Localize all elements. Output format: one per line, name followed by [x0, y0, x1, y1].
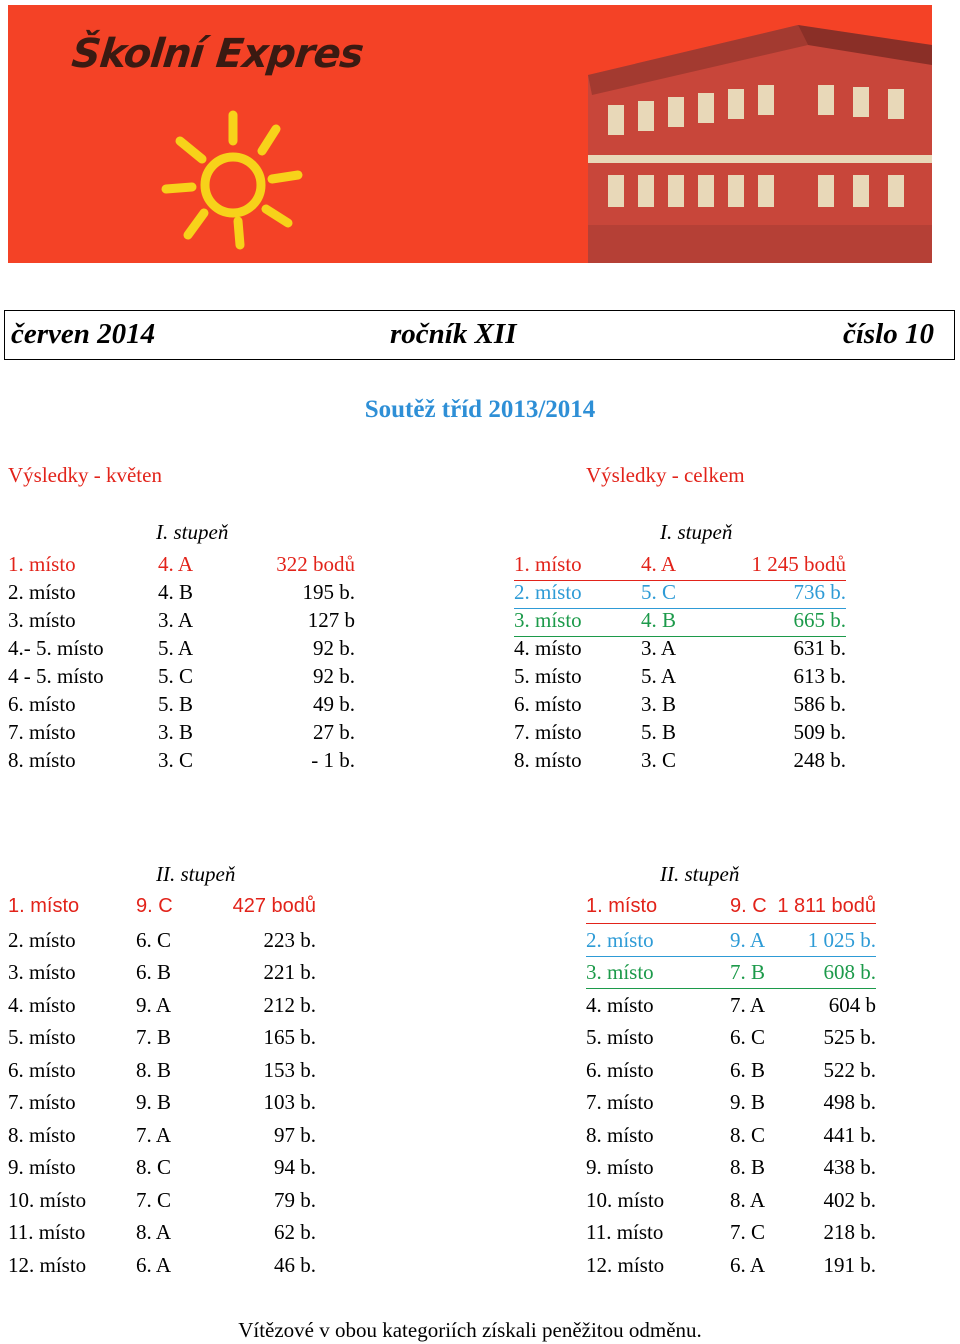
row-cls: 4. B [641, 608, 677, 632]
row-cls: 9. C [730, 895, 767, 917]
may-stage2-row [8, 1123, 316, 1151]
row-pts: 49 b. [313, 692, 355, 716]
total-stage2-row [586, 960, 876, 989]
row-cls: 9. A [136, 992, 172, 1017]
row-place: 7. místo [514, 720, 582, 744]
row-pts: 1 025 b. [807, 927, 876, 952]
row-cls: 5. A [158, 636, 194, 660]
row-place: 4 - 5. místo [8, 664, 104, 688]
row-place: 3. místo [8, 960, 76, 984]
row-cls: 4. A [158, 552, 194, 576]
total-stage1-row [514, 580, 846, 609]
total-stage1-row [514, 748, 846, 776]
row-pts: 127 b [307, 608, 355, 632]
row-pts: 153 b. [263, 1057, 316, 1082]
row-cls: 5. C [158, 664, 194, 688]
row-pts: 1 811 bodů [777, 895, 876, 917]
row-pts: 427 bodů [232, 895, 316, 917]
row-place: 8. místo [8, 1122, 76, 1147]
row-cls: 6. A [136, 1252, 172, 1277]
sun-icon [158, 105, 308, 255]
row-pts: 438 b. [823, 1155, 876, 1179]
row-pts: 27 b. [313, 720, 355, 744]
may-stage2-row [8, 928, 316, 956]
row-pts: 604 b [828, 992, 876, 1017]
row-pts: 665 b. [793, 608, 846, 632]
row-place: 5. místo [586, 1025, 654, 1049]
row-pts: 62 b. [274, 1220, 316, 1244]
masthead-logo: Školní Expres [69, 31, 366, 77]
left-heading: Výsledky - květen [8, 463, 162, 487]
issue-volume: ročník XII [390, 318, 517, 350]
row-pts: 498 b. [823, 1090, 876, 1114]
total-stage1-row [514, 664, 846, 692]
may-stage1-row [8, 552, 355, 580]
row-place: 11. místo [586, 1220, 664, 1244]
row-cls: 3. C [641, 748, 677, 772]
row-cls: 7. A [730, 992, 766, 1017]
row-pts: 736 b. [793, 580, 846, 604]
row-place: 12. místo [8, 1252, 87, 1277]
total-stage2-row [586, 1090, 876, 1118]
row-cls: 8. A [136, 1220, 172, 1244]
row-cls: 3. A [158, 608, 194, 632]
row-pts: 218 b. [823, 1220, 876, 1244]
row-pts: 221 b. [263, 960, 316, 984]
row-place: 4. místo [8, 992, 76, 1017]
row-pts: 165 b. [263, 1025, 316, 1049]
may-stage2-row [8, 1058, 316, 1086]
row-cls: 5. B [641, 720, 677, 744]
row-pts: 613 b. [793, 664, 846, 688]
row-pts: 97 b. [274, 1122, 316, 1147]
row-pts: 212 b. [263, 992, 316, 1017]
may-stage1-row [8, 748, 355, 776]
row-place: 6. místo [8, 692, 76, 716]
row-cls: 6. C [730, 1025, 766, 1049]
row-place: 2. místo [586, 927, 654, 952]
row-cls: 7. A [136, 1122, 172, 1147]
may-stage2-row [8, 960, 316, 988]
total-stage1-row [514, 720, 846, 748]
row-place: 1. místo [8, 895, 80, 917]
row-pts: 608 b. [823, 960, 876, 984]
row-cls: 3. B [641, 692, 677, 716]
total-stage2-row [586, 993, 876, 1021]
row-cls: 7. C [730, 1220, 766, 1244]
row-place: 4. místo [514, 636, 582, 660]
row-cls: 6. B [136, 960, 172, 984]
row-pts: 522 b. [823, 1057, 876, 1082]
row-cls: 6. C [136, 927, 172, 952]
row-place: 7. místo [586, 1090, 654, 1114]
row-place: 1. místo [514, 552, 582, 576]
row-place: 8. místo [8, 748, 76, 772]
may-stage1-row [8, 580, 355, 608]
row-place: 10. místo [8, 1187, 87, 1212]
row-pts: 525 b. [823, 1025, 876, 1049]
may-stage1-row [8, 720, 355, 748]
row-place: 5. místo [8, 1025, 76, 1049]
total-stage1-label: I. stupeň [660, 520, 733, 544]
row-place: 6. místo [586, 1057, 654, 1082]
row-pts: 402 b. [823, 1187, 876, 1212]
row-cls: 5. B [158, 692, 194, 716]
row-pts: 94 b. [274, 1155, 316, 1179]
may-stage2-row [8, 1090, 316, 1118]
total-stage2-row [586, 928, 876, 957]
row-pts: 1 245 bodů [751, 552, 846, 576]
right-heading: Výsledky - celkem [586, 463, 745, 487]
total-stage2-row [586, 1220, 876, 1248]
masthead-banner [8, 5, 932, 263]
total-stage2-row [586, 1025, 876, 1053]
may-stage2-label: II. stupeň [156, 862, 236, 886]
row-cls: 3. A [641, 636, 677, 660]
row-pts: 322 bodů [276, 552, 355, 576]
row-place: 6. místo [8, 1057, 76, 1082]
may-stage2-row [8, 1155, 316, 1183]
may-stage2-row [8, 993, 316, 1021]
row-cls: 7. B [136, 1025, 172, 1049]
row-cls: 8. A [730, 1187, 766, 1212]
row-pts: 248 b. [793, 748, 846, 772]
row-place: 1. místo [586, 895, 658, 917]
page-title: Soutěž tříd 2013/2014 [364, 396, 596, 423]
may-stage1-row [8, 636, 355, 664]
row-place: 12. místo [586, 1252, 665, 1277]
row-cls: 9. A [730, 927, 766, 952]
row-cls: 4. A [641, 552, 677, 576]
may-stage1-row [8, 664, 355, 692]
row-place: 3. místo [586, 960, 654, 984]
may-stage1-row [8, 608, 355, 636]
total-stage2-label: II. stupeň [660, 862, 740, 886]
row-cls: 9. B [136, 1090, 172, 1114]
row-pts: - 1 b. [311, 748, 355, 772]
row-place: 3. místo [514, 608, 582, 632]
row-pts: 631 b. [793, 636, 846, 660]
row-place: 9. místo [586, 1155, 654, 1179]
total-stage2-row [586, 1058, 876, 1086]
row-pts: 92 b. [313, 636, 355, 660]
row-pts: 46 b. [274, 1252, 316, 1277]
row-pts: 509 b. [793, 720, 846, 744]
may-stage1-row [8, 692, 355, 720]
row-cls: 3. C [158, 748, 194, 772]
row-pts: 103 b. [263, 1090, 316, 1114]
row-pts: 92 b. [313, 664, 355, 688]
may-stage2-row [8, 1220, 316, 1248]
may-stage1-label: I. stupeň [156, 520, 229, 544]
issue-header [4, 310, 955, 360]
row-pts: 441 b. [823, 1122, 876, 1147]
row-cls: 6. A [730, 1252, 766, 1277]
row-cls: 8. B [136, 1057, 172, 1082]
total-stage1-row [514, 636, 846, 664]
row-place: 10. místo [586, 1187, 665, 1212]
row-place: 4.- 5. místo [8, 636, 104, 660]
row-pts: 195 b. [302, 580, 355, 604]
total-stage2-row [586, 895, 876, 924]
row-cls: 8. C [730, 1122, 766, 1147]
row-cls: 5. C [641, 580, 677, 604]
row-place: 4. místo [586, 992, 654, 1017]
row-cls: 8. B [730, 1155, 766, 1179]
row-pts: 79 b. [274, 1187, 316, 1212]
row-cls: 9. B [730, 1090, 766, 1114]
issue-number: číslo 10 [842, 318, 934, 350]
row-pts: 223 b. [263, 927, 316, 952]
row-cls: 9. C [136, 895, 173, 917]
row-cls: 4. B [158, 580, 194, 604]
may-stage2-row [8, 1188, 316, 1216]
row-place: 1. místo [8, 552, 76, 576]
row-pts: 191 b. [823, 1252, 876, 1277]
footer-note: Vítězové v obou kategoriích získali peněžitou odměnu. [238, 1318, 702, 1342]
total-stage2-row [586, 1188, 876, 1216]
total-stage2-row [586, 1123, 876, 1151]
total-stage2-row [586, 1253, 876, 1281]
row-pts: 586 b. [793, 692, 846, 716]
total-stage1-row [514, 608, 846, 637]
total-stage1-row [514, 692, 846, 720]
row-cls: 5. A [641, 664, 677, 688]
row-cls: 8. C [136, 1155, 172, 1179]
row-place: 7. místo [8, 720, 76, 744]
row-cls: 3. B [158, 720, 194, 744]
row-cls: 7. B [730, 960, 766, 984]
school-building-image [568, 5, 932, 263]
total-stage1-row [514, 552, 846, 581]
row-place: 2. místo [8, 580, 76, 604]
issue-month: červen 2014 [11, 318, 156, 350]
row-place: 2. místo [8, 927, 76, 952]
row-place: 11. místo [8, 1220, 86, 1244]
row-place: 6. místo [514, 692, 582, 716]
row-place: 8. místo [514, 748, 582, 772]
may-stage2-row [8, 1025, 316, 1053]
row-cls: 6. B [730, 1057, 766, 1082]
total-stage2-row [586, 1155, 876, 1183]
row-place: 3. místo [8, 608, 76, 632]
row-place: 7. místo [8, 1090, 76, 1114]
may-stage2-row [8, 1253, 316, 1281]
row-place: 5. místo [514, 664, 582, 688]
may-stage2-row [8, 895, 316, 923]
row-place: 8. místo [586, 1122, 654, 1147]
row-place: 2. místo [514, 580, 582, 604]
row-cls: 7. C [136, 1187, 172, 1212]
row-place: 9. místo [8, 1155, 76, 1179]
